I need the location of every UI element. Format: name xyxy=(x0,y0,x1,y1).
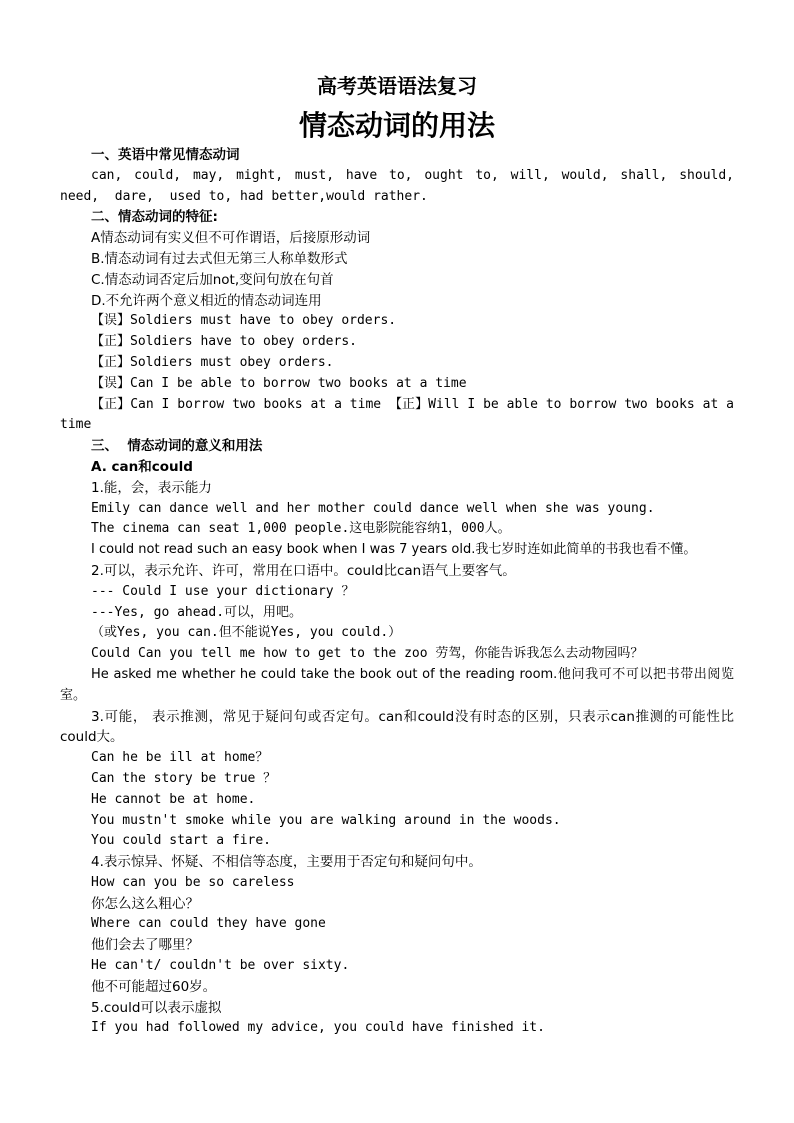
text-line: 【误】Soldiers must have to obey orders. xyxy=(91,313,397,329)
text-line: Can he be ill at home？ xyxy=(91,750,269,766)
text-line: 他们会去了哪里？ xyxy=(91,937,199,954)
text-line: B.情态动词有过去式但无第三人称单数形式 xyxy=(91,250,348,267)
text-line: C.情态动词否定后加not,变问句放在句首 xyxy=(91,271,334,288)
text-line: How can you be so careless xyxy=(91,874,295,890)
text-line: The cinema can seat 1,000 people.这电影院能容纳1，000人。 xyxy=(91,521,511,537)
text-line: 1.能，会，表示能力 xyxy=(91,479,212,496)
text-line: 你怎么这么粗心？ xyxy=(91,895,199,912)
text-line: A情态动词有实义但不可作谓语，后接原形动词 xyxy=(91,230,371,247)
text-paragraph: 【正】Can I borrow two books at a time 【正】Will I be able to borrow two books at a time xyxy=(60,396,734,433)
document-title: 高考英语语法复习 xyxy=(317,74,477,98)
text-line: can, could, may, might, must, have to, ought to, will, would, shall, should, xyxy=(91,167,734,183)
text-line: need, dare, used to, had better,would rather. xyxy=(60,188,428,204)
text-line: 4.表示惊异、怀疑、不相信等态度，主要用于否定句和疑问句中。 xyxy=(91,854,482,871)
document-subtitle: 情态动词的用法 xyxy=(298,109,495,142)
text-paragraph: I could not read such an easy book when I was 7 years old.我七岁时连如此简单的书我也看不懂。 xyxy=(91,542,697,558)
text-line: 他不可能超过60岁。 xyxy=(91,978,217,995)
text-line: Could Can you tell me how to get to the zoo 劳驾，你能告诉我怎么去动物园吗？ xyxy=(91,646,644,662)
text-line: ---Yes, go ahead.可以，用吧。 xyxy=(91,604,303,620)
text-line: Where can could they have gone xyxy=(91,916,326,932)
text-line: 【误】Can I be able to borrow two books at a time xyxy=(91,375,467,391)
text-line: （或Yes, you can.但不能说Yes, you could.） xyxy=(91,625,402,641)
section-heading-2: 二、情态动词的特征: xyxy=(91,209,218,226)
text-line: 【正】Soldiers have to obey orders. xyxy=(91,334,357,350)
section-heading-3: 三、 情态动词的意义和用法 xyxy=(91,438,263,455)
text-paragraph: 3.可能， 表示推测，常见于疑问句或否定句。can和could没有时态的区别，只表示can推测的可能性比could大。 xyxy=(60,708,734,746)
text-line: 5.could可以表示虚拟 xyxy=(91,999,222,1016)
text-line: 2.可以，表示允许、许可，常用在口语中。could比can语气上要客气。 xyxy=(91,562,516,579)
text-line: --- Could I use your dictionary ？ xyxy=(91,583,355,599)
text-paragraph: He asked me whether he could take the book out of the reading room.他问我可不可以把书带出阅览室。 xyxy=(60,666,734,703)
text-line: Can the story be true ？ xyxy=(91,770,277,786)
text-line: He cannot be at home. xyxy=(91,791,256,807)
text-line: D.不允许两个意义相近的情态动词连用 xyxy=(91,292,322,309)
text-line: If you had followed my advice, you could have finished it. xyxy=(91,1020,545,1036)
subsection-heading: A. can和could xyxy=(91,458,193,475)
text-line: You could start a fire. xyxy=(91,833,272,849)
document-body xyxy=(60,145,734,1039)
text-line: He can't/ couldn't be over sixty. xyxy=(91,958,350,974)
section-heading-1: 一、英语中常见情态动词 xyxy=(91,147,240,163)
text-line: Emily can dance well and her mother could dance well when she was young. xyxy=(91,500,655,516)
text-line: You mustn't smoke while you are walking around in the woods. xyxy=(91,812,561,828)
text-line: 【正】Soldiers must obey orders. xyxy=(91,354,334,370)
